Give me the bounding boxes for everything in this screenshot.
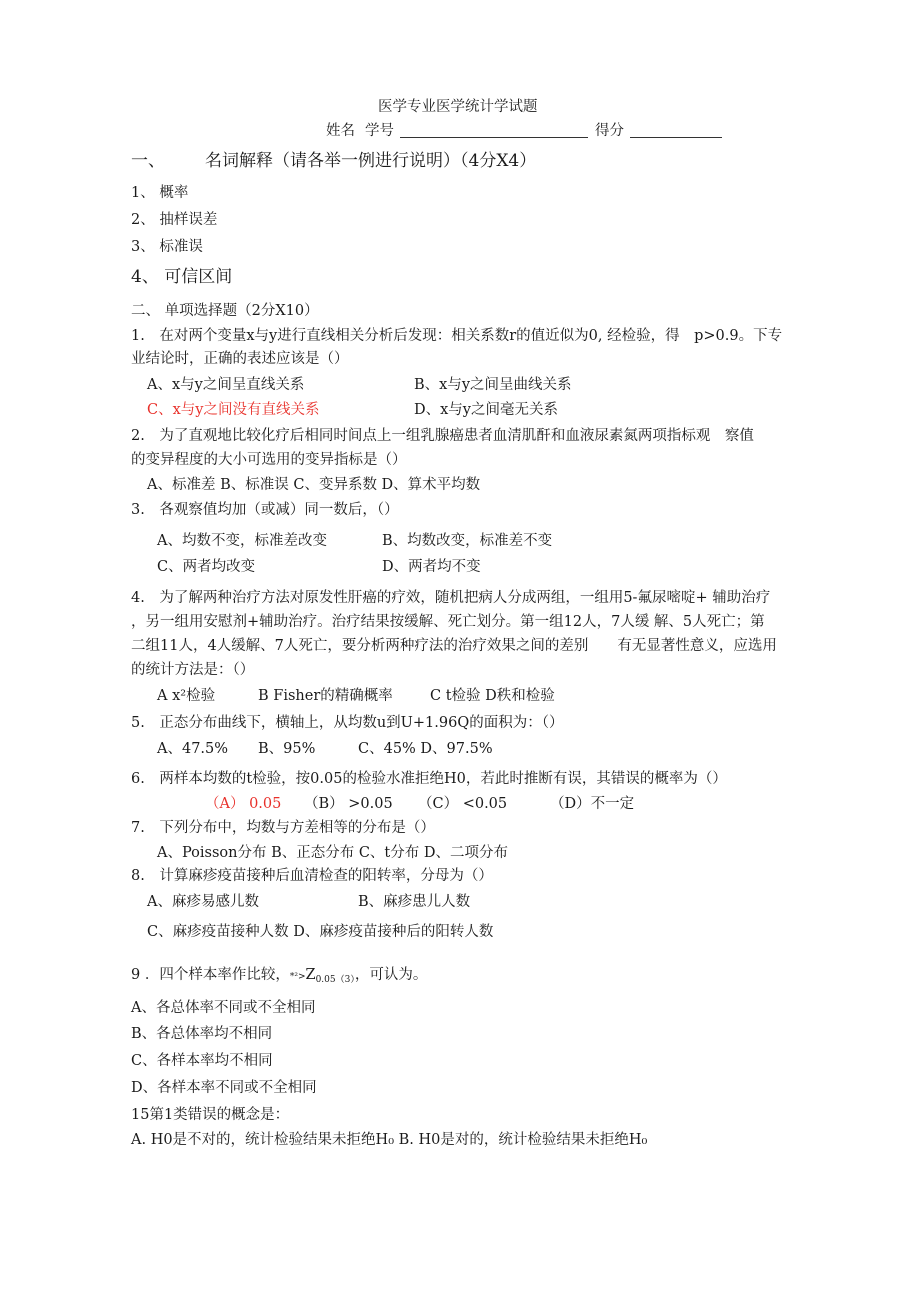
q1-option-d: D、x与y之间毫无关系 (414, 402, 558, 418)
q4-option-b: B Fisher的精确概率 (258, 688, 393, 704)
q8-option-a: A、麻疹易感儿数 (147, 894, 259, 910)
q15-line1: 15第1类错误的概念是： (131, 1107, 290, 1123)
q9-formula-subscript: 0.05（3） (315, 975, 355, 985)
q5-option-a: A、47.5% (157, 741, 229, 757)
q9-formula-z: Z (305, 967, 316, 983)
q2-line2: 的变异程度的大小可选用的变异指标是（） (131, 452, 407, 468)
q6-option-b: （B） >0.05 (304, 796, 393, 812)
q9-option-d: D、各样本率不同或不全相同 (131, 1080, 317, 1096)
q2-options: A、标准差 B、标准误 C、变异系数 D、算术平均数 (147, 477, 481, 493)
q1-option-a: A、x与y之间呈直线关系 (147, 377, 305, 393)
q8-option-b: B、麻疹患儿人数 (358, 894, 471, 910)
q3-option-a: A、均数不变，标准差改变 (157, 533, 327, 549)
q4-option-cd: C t检验 D秩和检验 (430, 688, 555, 704)
q2-line1: 2. 为了直观地比较化疗后相同时间点上一组乳腺癌患者血清肌酐和血液尿素氮两项指标观 察值 (131, 428, 754, 444)
q4-line2: ，另一组用安慰剂+辅助治疗。治疗结果按缓解、死亡划分。第一组12人，7人缓 解、5人死亡；第 (131, 614, 765, 630)
id-blank-line (400, 123, 588, 138)
score-blank-line (630, 123, 722, 138)
q6-option-c: （C） <0.05 (418, 796, 508, 812)
q9-formula-chi: *²> (289, 972, 306, 982)
q15-line2: A. H0是不对的，统计检验结果未拒绝H₀ B. H0是对的，统计检验结果未拒绝H₀ (131, 1132, 648, 1148)
q6-option-a-answer: （A） 0.05 (205, 796, 282, 812)
q9-option-b: B、各总体率均不相同 (131, 1026, 273, 1042)
q9-option-a: A、各总体率不同或不全相同 (131, 1000, 316, 1016)
section-2-title: 二、 单项选择题（2分X10） (131, 303, 319, 319)
q1-line2: 业结论时，正确的表述应该是（） (131, 351, 349, 367)
q1-line1: 1. 在对两个变量x与y进行直线相关分析后发现：相关系数r的值近似为0, 经检验，得 p>0.9。下专 (131, 328, 783, 344)
q3-option-c: C、两者均改变 (157, 559, 256, 575)
q1-option-b: B、x与y之间呈曲线关系 (414, 377, 572, 393)
q9-prefix: 9 ．四个样本率作比较， (131, 967, 290, 983)
q8-line1: 8. 计算麻疹疫苗接种后血清检查的阳转率，分母为（） (131, 868, 493, 884)
q3-option-b: B、均数改变，标准差不变 (382, 533, 553, 549)
term-item: 1、 概率 (131, 185, 189, 201)
document-title: 医学专业医学统计学试题 (378, 99, 538, 115)
q9-option-c: C、各样本率均不相同 (131, 1053, 273, 1069)
q5-option-cd: C、45% D、97.5% (358, 741, 493, 757)
section-1-number: 一、 (131, 151, 165, 171)
q4-line1: 4. 为了解两种治疗方法对原发性肝癌的疗效，随机把病人分成两组，一组用5-氟尿嘧啶+ 辅助治疗 (131, 590, 771, 606)
q4-line3: 二组11人，4人缓解、7人死亡，要分析两种疗法的治疗效果之间的差别 有无显著性意义，应选用 (131, 638, 777, 654)
q4-line4: 的统计方法是：（） (131, 662, 255, 678)
q4-option-a: A x²检验 (157, 688, 216, 704)
q7-line1: 7. 下列分布中，均数与方差相等的分布是（） (131, 820, 435, 836)
q6-option-d: （D）不一定 (550, 796, 635, 812)
q8-option-cd: C、麻疹疫苗接种人数 D、麻疹疫苗接种后的阳转人数 (147, 924, 494, 940)
q9-suffix: ，可认为。 (354, 967, 428, 983)
id-label: 学号 (365, 123, 394, 139)
term-item: 3、 标准误 (131, 239, 203, 255)
term-item: 2、 抽样误差 (131, 212, 218, 228)
q5-line1: 5. 正态分布曲线下，横轴上，从均数u到U+1.96Q的面积为：（） (131, 715, 564, 731)
name-label: 姓名 (326, 123, 355, 139)
q9-line1 (131, 966, 427, 986)
section-1-title: 名词解释（请各举一例进行说明）（4分X4） (205, 151, 537, 171)
q5-option-b: B、95% (258, 741, 316, 757)
q1-option-c-answer: C、x与y之间没有直线关系 (147, 402, 320, 418)
q6-line1: 6. 两样本均数的t检验，按0.05的检验水准拒绝H0，若此时推断有误，其错误的概率为（） (131, 771, 727, 787)
term-item: 4、 可信区间 (131, 267, 233, 287)
q3-line1: 3. 各观察值均加（或减）同一数后，（） (131, 502, 399, 518)
score-label: 得分 (595, 123, 624, 139)
q3-option-d: D、两者均不变 (382, 559, 481, 575)
q7-options: A、Poisson分布 B、正态分布 C、t分布 D、二项分布 (157, 845, 508, 861)
